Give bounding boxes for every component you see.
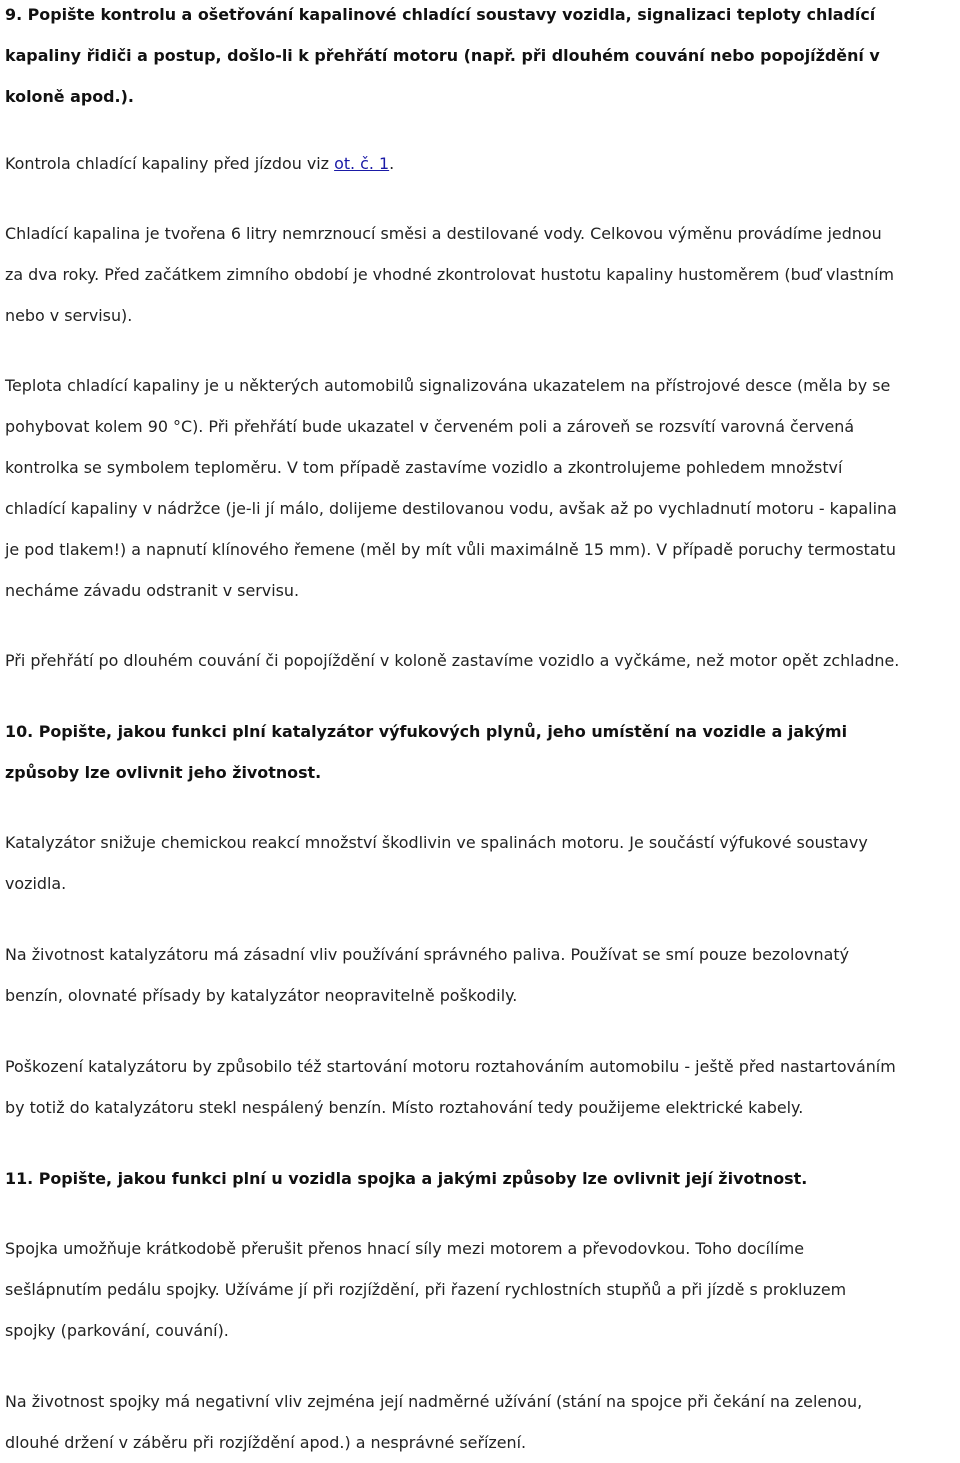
paragraph-line: kontrolka se symbolem teploměru. V tom případě zastavíme vozidlo a zkontrolujeme pohledem množství <box>5 458 843 477</box>
paragraph-line: Teplota chladící kapaliny je u některých automobilů signalizována ukazatelem na přístrojové desce (měla by se <box>5 376 891 395</box>
question-11-line: 11. Popište, jakou funkci plní u vozidla spojka a jakými způsoby lze ovlivnit její životnost. <box>5 1169 808 1188</box>
paragraph-line: chladící kapaliny v nádržce (je-li jí málo, dolijeme destilovanou vodu, avšak až po vychladnutí motoru - kapalina <box>5 499 897 518</box>
paragraph-line: sešlápnutím pedálu spojky. Užíváme jí při rozjíždění, při řazení rychlostních stupňů a při jízdě s prokluzem <box>5 1280 847 1299</box>
answer-9-control-line <box>5 143 960 184</box>
paragraph-line: benzín, olovnaté přísady by katalyzátor neopravitelně poškodily. <box>5 986 518 1005</box>
paragraph-line: Na životnost spojky má negativní vliv zejména její nadměrné užívání (stání na spojce při čekání na zelenou, <box>5 1392 863 1411</box>
paragraph-line: pohybovat kolem 90 °C). Při přehřátí bude ukazatel v červeném poli a zároveň se rozsvítí varovná červená <box>5 417 855 436</box>
paragraph-line: by totiž do katalyzátoru stekl nespálený benzín. Místo roztahování tedy použijeme elektrické kabely. <box>5 1098 804 1117</box>
question-9-line: 9. Popište kontrolu a ošetřování kapalinové chladící soustavy vozidla, signalizaci teploty chladící <box>5 5 876 24</box>
paragraph-line: Chladící kapalina je tvořena 6 litry nemrznoucí směsi a destilované vody. Celkovou výměnu provádíme jednou <box>5 224 882 243</box>
answer-9-paragraph-coolant <box>5 213 960 336</box>
answer-9-control-paragraph <box>5 143 960 184</box>
paragraph-line: Při přehřátí po dlouhém couvání či popojíždění v koloně zastavíme vozidlo a vyčkáme, než motor opět zchladne. <box>5 651 900 670</box>
paragraph-line: nebo v servisu). <box>5 306 133 325</box>
answer-9-paragraph-overheating <box>5 640 960 681</box>
answer-11-paragraph-function <box>5 1228 960 1351</box>
paragraph-line: Spojka umožňuje krátkodobě přerušit přenos hnací síly mezi motorem a převodovkou. Toho docílíme <box>5 1239 805 1258</box>
answer-9-control-suffix: . <box>389 154 395 173</box>
paragraph-line: Poškození katalyzátoru by způsobilo též startování motoru roztahováním automobilu - ještě před nastartováním <box>5 1057 896 1076</box>
paragraph-line: Katalyzátor snižuje chemickou reakcí množství škodlivin ve spalinách motoru. Je součástí výfukové soustavy <box>5 833 868 852</box>
paragraph-line: je pod tlakem!) a napnutí klínového řemene (měl by mít vůli maximálně 15 mm). V případě poruchy termostatu <box>5 540 896 559</box>
question-9 <box>5 0 960 117</box>
answer-9-control-text: Kontrola chladící kapaliny před jízdou viz <box>5 154 335 173</box>
question-10-line: 10. Popište, jakou funkci plní katalyzátor výfukových plynů, jeho umístění na vozidle a jakými <box>5 722 848 741</box>
answer-10-paragraph-function <box>5 822 960 904</box>
paragraph-line: vozidla. <box>5 874 67 893</box>
paragraph-line: necháme závadu odstranit v servisu. <box>5 581 300 600</box>
paragraph-line: Na životnost katalyzátoru má zásadní vliv používání správného paliva. Používat se smí pouze bezolovnatý <box>5 945 850 964</box>
question-10-line: způsoby lze ovlivnit jeho životnost. <box>5 763 322 782</box>
answer-10-paragraph-fuel <box>5 934 960 1016</box>
answer-9-paragraph-temperature <box>5 365 960 611</box>
answer-10-paragraph-damage <box>5 1046 960 1128</box>
question-9-line: kapaliny řidiči a postup, došlo-li k přehřátí motoru (např. při dlouhém couvání nebo popojíždění v <box>5 46 880 65</box>
question-10 <box>5 711 960 793</box>
paragraph-line: spojky (parkování, couvání). <box>5 1321 229 1340</box>
question-9-line: koloně apod.). <box>5 87 134 106</box>
reference-link-question-1[interactable]: ot. č. 1 <box>334 154 390 173</box>
paragraph-line: dlouhé držení v záběru při rozjíždění apod.) a nesprávné seřízení. <box>5 1433 527 1452</box>
answer-11-paragraph-lifespan <box>5 1381 960 1463</box>
question-11 <box>5 1158 960 1199</box>
paragraph-line: za dva roky. Před začátkem zimního období je vhodné zkontrolovat hustotu kapaliny hustoměrem (buď vlastním <box>5 265 895 284</box>
